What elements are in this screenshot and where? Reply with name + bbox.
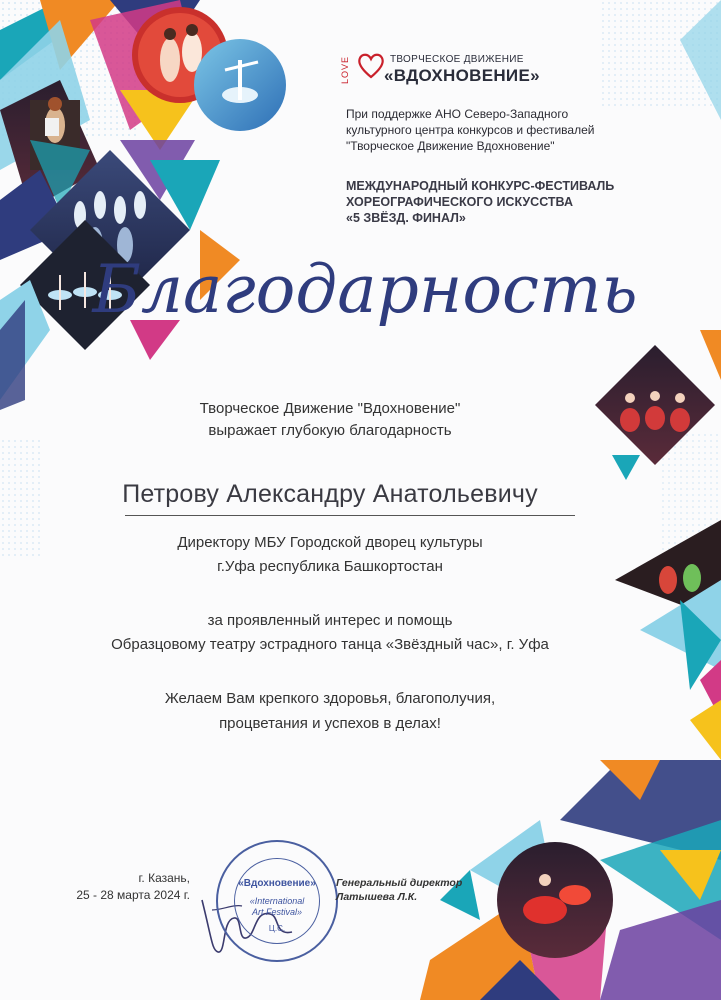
logo-love-text: LOVE <box>340 55 350 84</box>
recipient-position <box>60 531 600 579</box>
logo-top-line: ТВОРЧЕСКОЕ ДВИЖЕНИЕ <box>390 54 524 65</box>
stamp-festival-line: «International <box>249 896 305 906</box>
stamp-abbr: Ц.С. <box>268 924 286 933</box>
contest-line: МЕЖДУНАРОДНЫЙ КОНКУРС-ФЕСТИВАЛЬ <box>346 179 615 193</box>
photo-dancers-bottom <box>497 842 613 958</box>
intro-line: Творческое Движение "Вдохновение" <box>199 400 461 417</box>
stamp-name: «Вдохновение» <box>238 878 316 889</box>
wishes-line: процветания и успехов в делах! <box>219 715 441 732</box>
position-line: Директору МБУ Городской дворец культуры <box>177 534 483 551</box>
support-line: культурного центра конкурсов и фестивалей <box>346 123 595 137</box>
contest-line: ХОРЕОГРАФИЧЕСКОГО ИСКУССТВА <box>346 195 573 209</box>
logo-main-line: «ВДОХНОВЕНИЕ» <box>384 66 540 85</box>
title-text: Благодарность <box>92 251 638 328</box>
official-stamp <box>216 840 338 962</box>
reason-line: за проявленный интерес и помощь <box>207 612 453 629</box>
certificate-title <box>92 240 638 350</box>
recipient-underline <box>125 515 575 516</box>
event-dates: 25 - 28 марта 2024 г. <box>76 888 190 902</box>
place-and-date <box>40 870 190 904</box>
support-line: При поддержке АНО Северо-Западного <box>346 107 569 121</box>
contest-line: «5 ЗВЁЗД. ФИНАЛ» <box>346 211 466 225</box>
heart-icon <box>356 50 386 80</box>
intro-text <box>60 398 600 442</box>
support-statement <box>346 106 676 154</box>
wishes-line: Желаем Вам крепкого здоровья, благополучия, <box>164 690 496 707</box>
wishes-text <box>60 686 600 736</box>
reason-line: Образцовому театру эстрадного танца «Звёздный час», г. Уфа <box>111 636 549 653</box>
position-line: г.Уфа республика Башкортостан <box>217 558 443 575</box>
city: г. Казань, <box>138 871 190 885</box>
stamp-festival <box>216 896 338 918</box>
recipient-name: Петрову Александру Анатольевичу <box>122 480 538 508</box>
contest-name <box>346 178 686 226</box>
organization-logo <box>340 48 550 90</box>
intro-line: выражает глубокую благодарность <box>208 422 452 439</box>
director-role: Генеральный директор <box>336 877 463 889</box>
director-name: Латышева Л.К. <box>336 891 418 903</box>
support-line: "Творческое Движение Вдохновение" <box>346 139 555 153</box>
gratitude-reason <box>40 609 620 657</box>
stamp-festival-line: Art Festival» <box>251 907 302 917</box>
director-signature-block <box>336 876 462 904</box>
